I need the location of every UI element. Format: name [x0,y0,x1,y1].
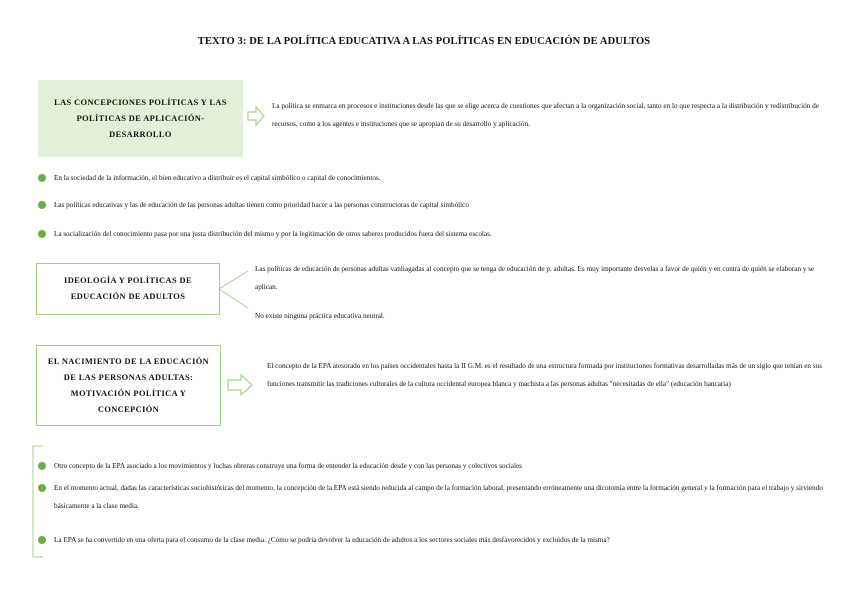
list-item [38,479,828,515]
ideologia-box [36,263,220,315]
concepciones-politicas-box [38,80,243,157]
ideologia-point-1: Las políticas de educación de personas adultas vanliagadas al concepto que se tenga de educación de p. adultas. Es muy importante desvelas a favor de quién y en contra de quién se elaboran y se aplican. [255,265,815,291]
branch-connector-icon [218,270,250,310]
list-item [38,169,828,187]
list-item-text: Otro concepto de la EPA asociado a los movimientos y luchas obreras construye una forma de entender la educación desde y con las personas y colectivos sociales [54,462,522,470]
bullet-dot-icon [38,462,46,470]
list-item-text: En el momento actual, dadas las características sociohistóricas del momento, la concepción de la EPA está siendo reducida al campo de la formación laboral, presentando erróneamente una dicotomía entre la formación general y la formación para el trabajo y sirviendo básicamente a la clase media. [54,484,823,510]
bullet-dot-icon [38,230,46,238]
nacimiento-epa-description: El concepto de la EPA atesorado en los países occidentales hasta la II G.M. es el resultado de una estructura formada por instituciones formativas desarrolladas más de un siglo que tenían en sus funciones transmitir las tradiciones culturales de la cultura occidental europea blanca y machista a las personas adultas "necesitadas de ella" (educación bancaria) [267,362,823,388]
nacimiento-epa-label: EL NACIMIENTO DE LA EDUCACIÓN DE LAS PERSONAS ADULTAS: MOTIVACIÓN POLÍTICA Y CONCEPCIÓN [47,356,210,414]
list-item-text: La socialización del conocimiento pasa por una justa distribución del mismo y por la legitimación de otros saberes producidos fuera del sistema escolas. [54,230,492,238]
list-item-text: La EPA se ha convertido en una oferta para el consumo de la clase media. ¿Cómo se podría devolver la educación de adultos a los sectores sociales más desfavorecidos y excluidos de la misma? [54,536,610,544]
list-item [38,196,828,214]
politica-description: La política se enmarca en procesos e instituciones desde las que se elige acerca de cuestiones que afectan a la organización social, tanto en lo que respecta a la distribución y redistribución de recursos, como a los agentes e instituciones que se apropian de su desarrollo y aplicación. [272,102,819,128]
page-title: TEXTO 3: DE LA POLÍTICA EDUCATIVA A LAS POLÍTICAS EN EDUCACIÓN DE ADULTOS [197,36,651,47]
concepciones-politicas-label: LAS CONCEPCIONES POLÍTICAS Y LAS POLÍTICAS DE APLICACIÓN-DESARROLLO [54,97,227,139]
bullet-dot-icon [38,536,46,544]
nacimiento-epa-box [36,345,221,426]
bullet-dot-icon [38,201,46,209]
list-item-text: Las políticas educativas y las de educación de las personas adultas tienen como prioridad hacer a las personas constructoras de capital simbólico [54,201,469,209]
bullet-dot-icon [38,174,46,182]
list-item-text: En la sociedad de la información, el bien educativo a distribuir es el capital simbólico o capital de conocimientos. [54,174,381,182]
bullet-dot-icon [38,484,46,492]
ideologia-point-2: No existe ninguna práctica educativa neutral. [255,312,385,320]
right-arrow-icon [227,374,253,396]
list-item [38,457,828,475]
ideologia-label: IDEOLOGÍA Y POLÍTICAS DE EDUCACIÓN DE ADULTOS [64,276,192,301]
list-item [38,225,828,243]
right-arrow-icon [247,106,265,126]
list-item [38,531,828,549]
